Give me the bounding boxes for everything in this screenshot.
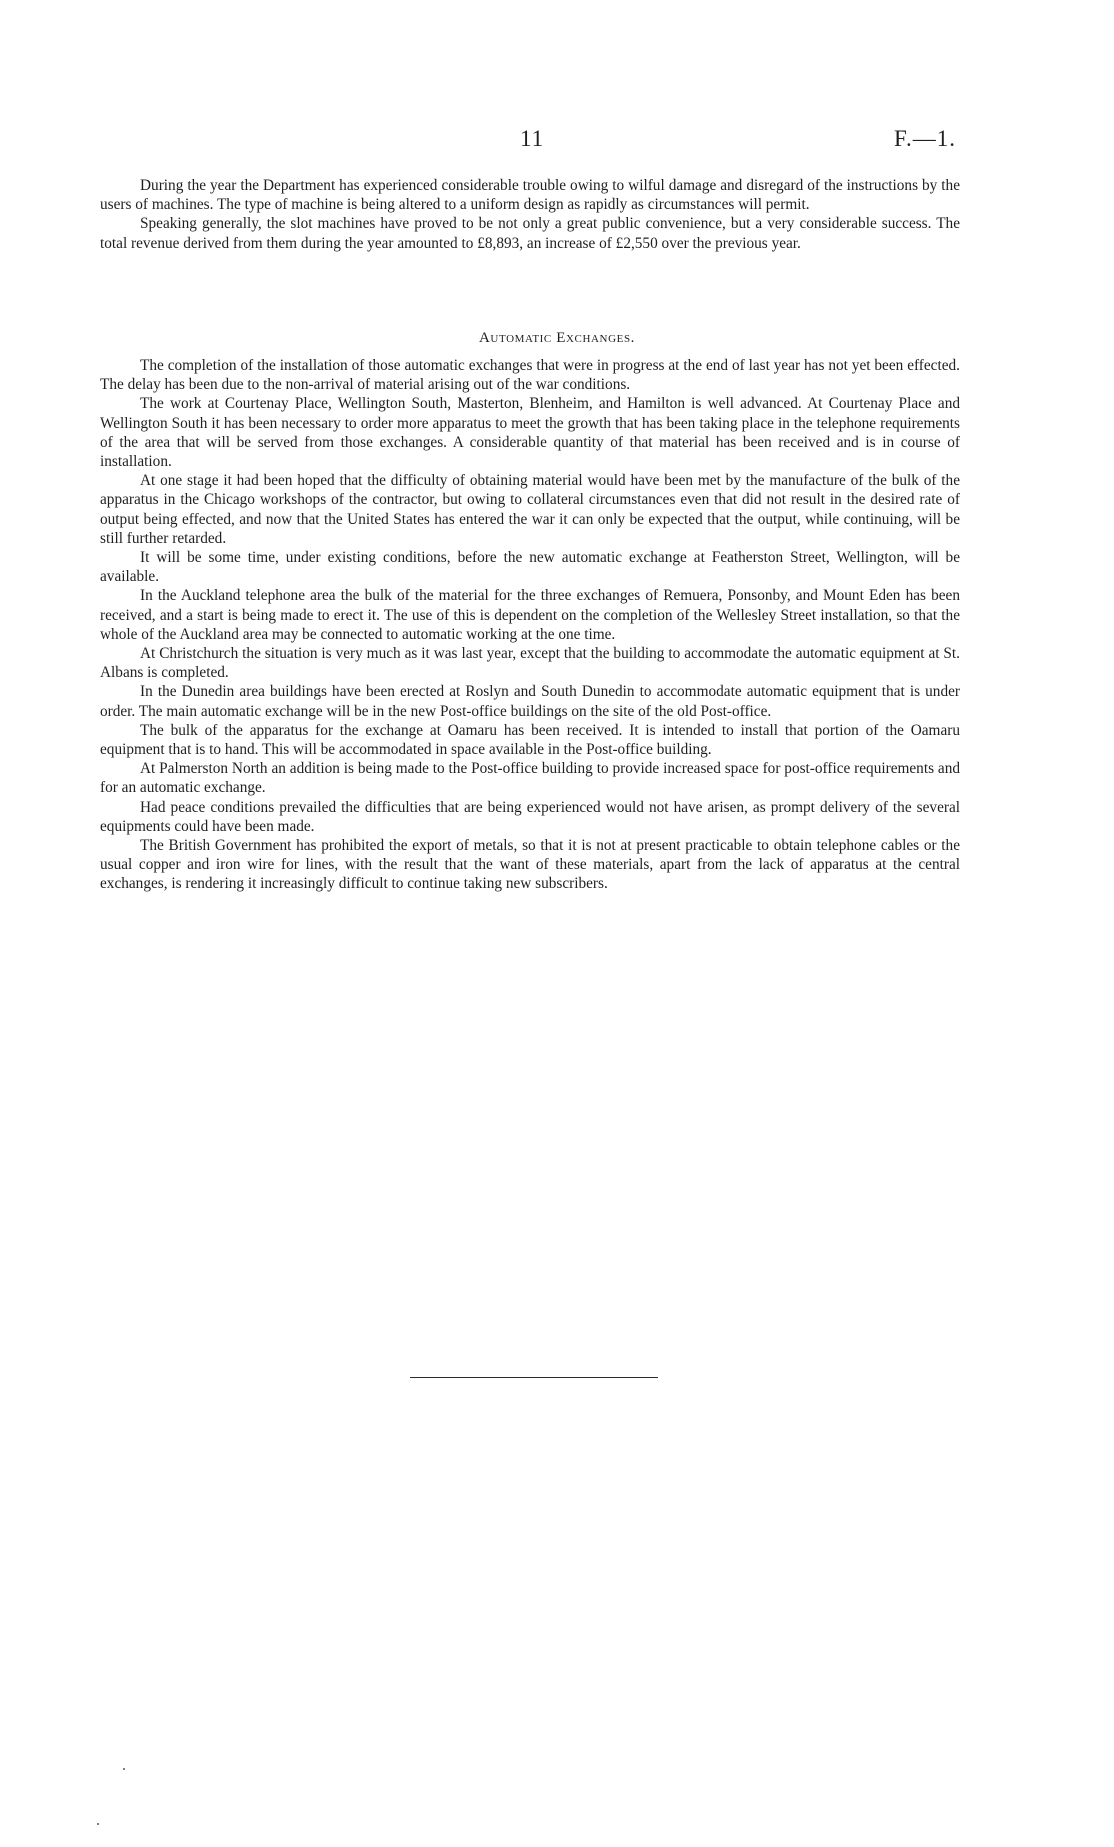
paragraph: The work at Courtenay Place, Wellington South, Masterton, Blenheim, and Hamilton is well advanced. At Courtenay Place and Wellington South it has been necessary to order more apparatus to meet the growth that has been taking place in the telephone requirements of the area that will be served from those exchanges. A considerable quantity of that material has been received and is in course of installation. [100, 395, 960, 471]
paragraph: At Palmerston North an addition is being made to the Post-office building to provide increased space for post-office requirements and for an automatic exchange. [100, 760, 960, 797]
slot-machines-section [100, 176, 960, 253]
paragraph: Speaking generally, the slot machines have proved to be not only a great public convenience, but a very considerable success. The total revenue derived from them during the year amounted to £8,893, an increase of £2,550 over the previous year. [100, 215, 960, 252]
paragraph: The bulk of the apparatus for the exchange at Oamaru has been received. It is intended to install that portion of the Oamaru equipment that is to hand. This will be accommodated in space available in the Post-office building. [100, 721, 960, 759]
print-speck [123, 1768, 125, 1770]
print-speck [97, 1823, 99, 1825]
paragraph: In the Auckland telephone area the bulk of the material for the three exchanges of Remuera, Ponsonby, and Mount Eden has been received, and a start is being made to erect it. The use of this is dependent on the completion of the Wellesley Street installation, so that the whole of the Auckland area may be connected to automatic working at the one time. [100, 587, 960, 643]
closing-rule [410, 1377, 658, 1378]
paragraph: During the year the Department has experienced considerable trouble owing to wilful damage and disregard of the instructions by the users of machines. The type of machine is being altered to a uniform design as rapidly as circumstances will permit. [100, 177, 960, 214]
paragraph: It will be some time, under existing conditions, before the new automatic exchange at Featherston Street, Wellington, will be available. [100, 549, 960, 586]
paragraph: Had peace conditions prevailed the difficulties that are being experienced would not have arisen, as prompt delivery of the several equipments could have been made. [100, 798, 960, 835]
paragraph: The British Government has prohibited the export of metals, so that it is not at present practicable to obtain telephone cables or the usual copper and iron wire for lines, with the result that the want of these materials, apart from the lack of apparatus at the central exchanges, is rendering it increasingly difficult to continue taking new subscribers. [100, 837, 960, 893]
paragraph: In the Dunedin area buildings have been erected at Roslyn and South Dunedin to accommodate automatic equipment that is under order. The main automatic exchange will be in the new Post-office buildings on the site of the old Post-office. [100, 683, 960, 720]
document-reference: F.—1. [894, 126, 956, 151]
paragraph: At one stage it had been hoped that the difficulty of obtaining material would have been met by the manufacture of the bulk of the apparatus in the Chicago workshops of the contractor, but owing to collateral circumstances even that did not result in the desired rate of output being effected, and now that the United States has entered the war it can only be expected that the output, while continuing, will be still further retarded. [100, 472, 960, 547]
paragraph: The completion of the installation of those automatic exchanges that were in progress at the end of last year has not yet been effected. The delay has been due to the non-arrival of material arising out of the war conditions. [100, 357, 960, 394]
section-heading: Automatic Exchanges. [478, 330, 636, 346]
paragraph: At Christchurch the situation is very much as it was last year, except that the building to accommodate the automatic equipment at St. Albans is completed. [100, 645, 960, 682]
page-number: 11 [520, 126, 545, 151]
automatic-exchanges-section [100, 356, 960, 894]
